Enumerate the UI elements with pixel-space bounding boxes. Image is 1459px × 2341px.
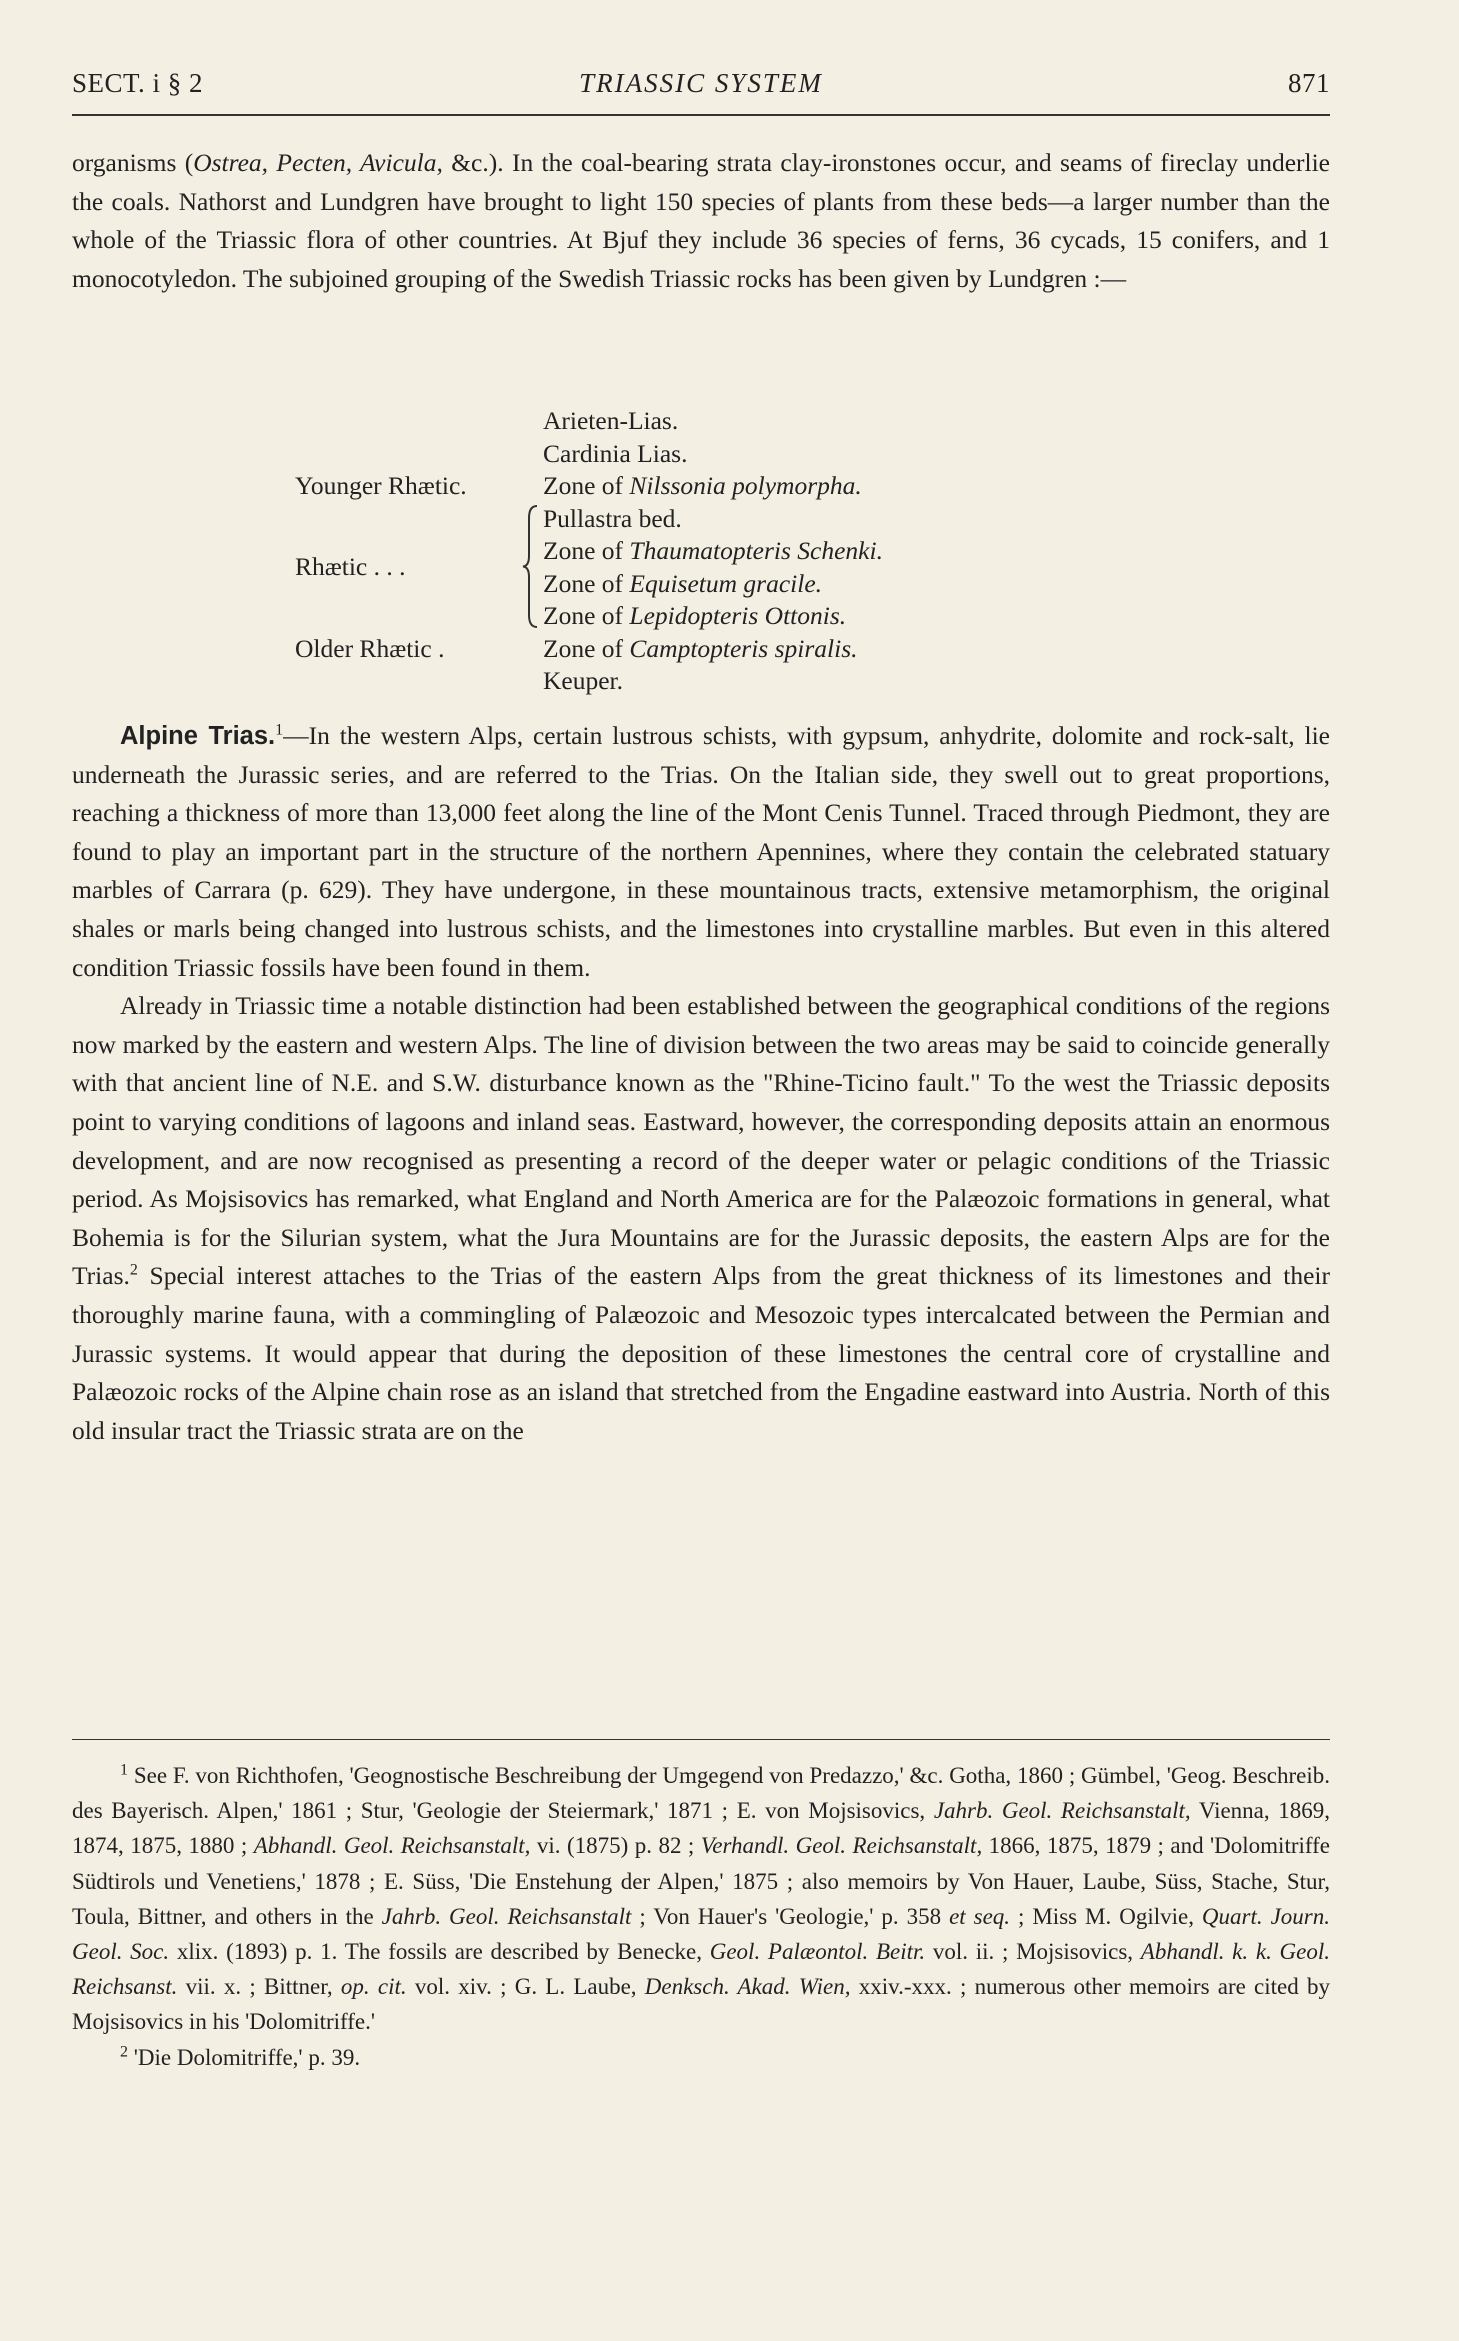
footnotes (72, 1758, 1330, 2075)
grouping-row (295, 601, 1055, 633)
page-number: 871 (1288, 68, 1330, 98)
paragraph (72, 987, 1330, 1450)
zone-text: Zone of (543, 568, 630, 598)
zone-text: Zone of (543, 601, 630, 630)
text-run: Already in Triassic time a notable distinction had been established between the geographical conditions of the regions now marked by the eastern and western Alps. The line of division between the two areas may be said to coincide generally with that ancient line of N.E. and S.W. disturbance known as the "Rhine-Ticino fault." To the west the Triassic deposits point to varying conditions of lagoons and inland seas. Eastward, however, the corresponding deposits attain an enormous development, and are now recognised as presenting a record of the deeper water or pelagic conditions of the Triassic period. As Mojsisovics has remarked, what England and North America are for the Palæozoic formations in general, what Bohemia is for the Silurian system, what the Jura Mountains are for the Jurassic deposits, the eastern Alps are for the Trias. (72, 991, 1330, 1291)
grouping-row (295, 666, 1055, 698)
footnote-ref[interactable]: 1 (275, 721, 284, 739)
zone-text: Arieten-Lias. (543, 406, 679, 435)
footnote-mark: 1 (120, 1761, 128, 1779)
grouping-row (295, 504, 1055, 536)
text-run: —In the western Alps, certain lustrous schists, with gypsum, anhydrite, dolomite and rock-salt, lie underneath the Jurassic series, and are referred to the Trias. On the Italian side, they swell out to great proportions, reaching a thickness of more than 13,000 feet along the line of the Mont Cenis Tunnel. Traced through Piedmont, they are found to play an important part in the structure of the northern Apennines, where they contain the celebrated statuary marbles of Carrara (p. 629). They have undergone, in these mountainous tracts, extensive metamorphism, the original shales or marls being changed into lustrous schists, and the limestones into crystalline marbles. But even in this altered condition Triassic fossils have been found in them. (72, 721, 1330, 982)
zone-text: Pullastra bed. (543, 503, 682, 533)
taxon-name: Thaumatopteris Schenki. (629, 536, 883, 565)
taxon-name: Equisetum gracile. (629, 568, 823, 598)
grouping-row (295, 406, 1055, 438)
rhaetic-label-row (295, 552, 1055, 584)
running-title: TRIASSIC SYSTEM (579, 68, 823, 98)
stage-label: Older Rhætic . (295, 633, 445, 663)
zone-text: Zone of (543, 471, 630, 500)
grouping-row (295, 634, 1055, 666)
text-run: Special interest attaches to the Trias of the eastern Alps from the great thickness of its limestones and their thoroughly marine fauna, with a commingling of Palæozoic and Mesozoic types intercalcated between the Permian and Jurassic systems. It would appear that during the deposition of these limestones the central core of crystalline and Palæozoic rocks of the Alpine chain rose as an island that stretched from the Engadine eastward into Austria. North of this old insular tract the Triassic strata are on the (72, 1261, 1330, 1445)
zone-text: Zone of (543, 536, 630, 565)
section-label: SECT. i § 2 (72, 68, 204, 98)
italic-text: Ostrea, Pecten, Avicula, (193, 148, 443, 177)
paragraph (72, 144, 1330, 298)
paragraph-intro (72, 144, 1330, 298)
taxon-name: Lepidopteris Ottonis. (629, 601, 847, 630)
stage-label: Younger Rhætic. (295, 471, 467, 500)
text-run: organisms ( (72, 148, 194, 177)
header-rule (72, 114, 1330, 116)
grouping-row (295, 439, 1055, 471)
stage-label: Rhætic . . . (295, 552, 406, 581)
curly-brace-icon (521, 504, 543, 629)
footnote-mark: 2 (120, 2042, 128, 2060)
section-heading: Alpine Trias. (120, 722, 276, 750)
footnote-ref[interactable]: 2 (129, 1261, 138, 1279)
paragraph (72, 717, 1330, 987)
footnote-1: $^1$ See F. von Richthofen, 'Geognostische Beschreibung der Umgegend von Predazzo,' &c. Gotha, 1860 ; Gümbel, 'Geog. Beschreib. des Bayerisch. Alpen,' 1861 ; Stur, 'Geologie der Steiermark,' 1871 ; E. von Mojsisovics, Jahrb. Geol. Reichsanstalt, Vienna, 1869, 1874, 1875, 1880 ; Abhandl. Geol. Reichsanstalt, vi. (1875) p. 82 ; Verhandl. Geol. Reichsanstalt, 1866, 1875, 1879 ; and 'Dolomitriffe Südtirols und Venetiens,' 1878 ; E. Süss, 'Die Enstehung der Alpen,' 1875 ; also memoirs by Von Hauer, Laube, Süss, Stache, Stur, Toula, Bittner, and others in the Jahrb. Geol. Reichsanstalt ; Von Hauer's 'Geologie,' p. 358 et seq. ; Miss M. Ogilvie, Quart. Journ. Geol. Soc. xlix. (1893) p. 1. The fossils are described by Benecke, Geol. Palæontol. Beitr. vol. ii. ; Mojsisovics, Abhandl. k. k. Geol. Reichsanst. vii. x. ; Bittner, op. cit. vol. xiv. ; G. L. Laube, Denksch. Akad. Wien, xxiv.-xxx. ; numerous other memoirs are cited by Mojsisovics in his 'Dolomitriffe.' (72, 1761, 1331, 2035)
running-header (72, 68, 1330, 108)
paragraph-alpine-trias (72, 717, 1330, 1450)
text-run: &c.). In the coal-bearing strata clay-ironstones occur, and seams of fireclay underlie the coals. Nathorst and Lundgren have brought to light 150 species of plants from these beds—a larger number than the whole of the Triassic flora of other countries. At Bjuf they include 36 species of ferns, 36 cycads, 15 conifers, and 1 monocotyledon. The subjoined grouping of the Swedish Triassic rocks has been given by Lundgren :— (72, 148, 1330, 293)
footnote-2: $^2$ 'Die Dolomitriffe,' p. 39. (120, 2042, 361, 2070)
zone-text: Zone of (543, 633, 630, 663)
footnote-rule (72, 1739, 1330, 1740)
taxon-name: Nilssonia polymorpha. (629, 471, 862, 500)
taxon-name: Camptopteris spiralis. (629, 633, 858, 663)
zone-text: Keuper. (543, 666, 624, 695)
grouping-row (295, 471, 1055, 503)
zone-text: Cardinia Lias. (543, 438, 688, 468)
